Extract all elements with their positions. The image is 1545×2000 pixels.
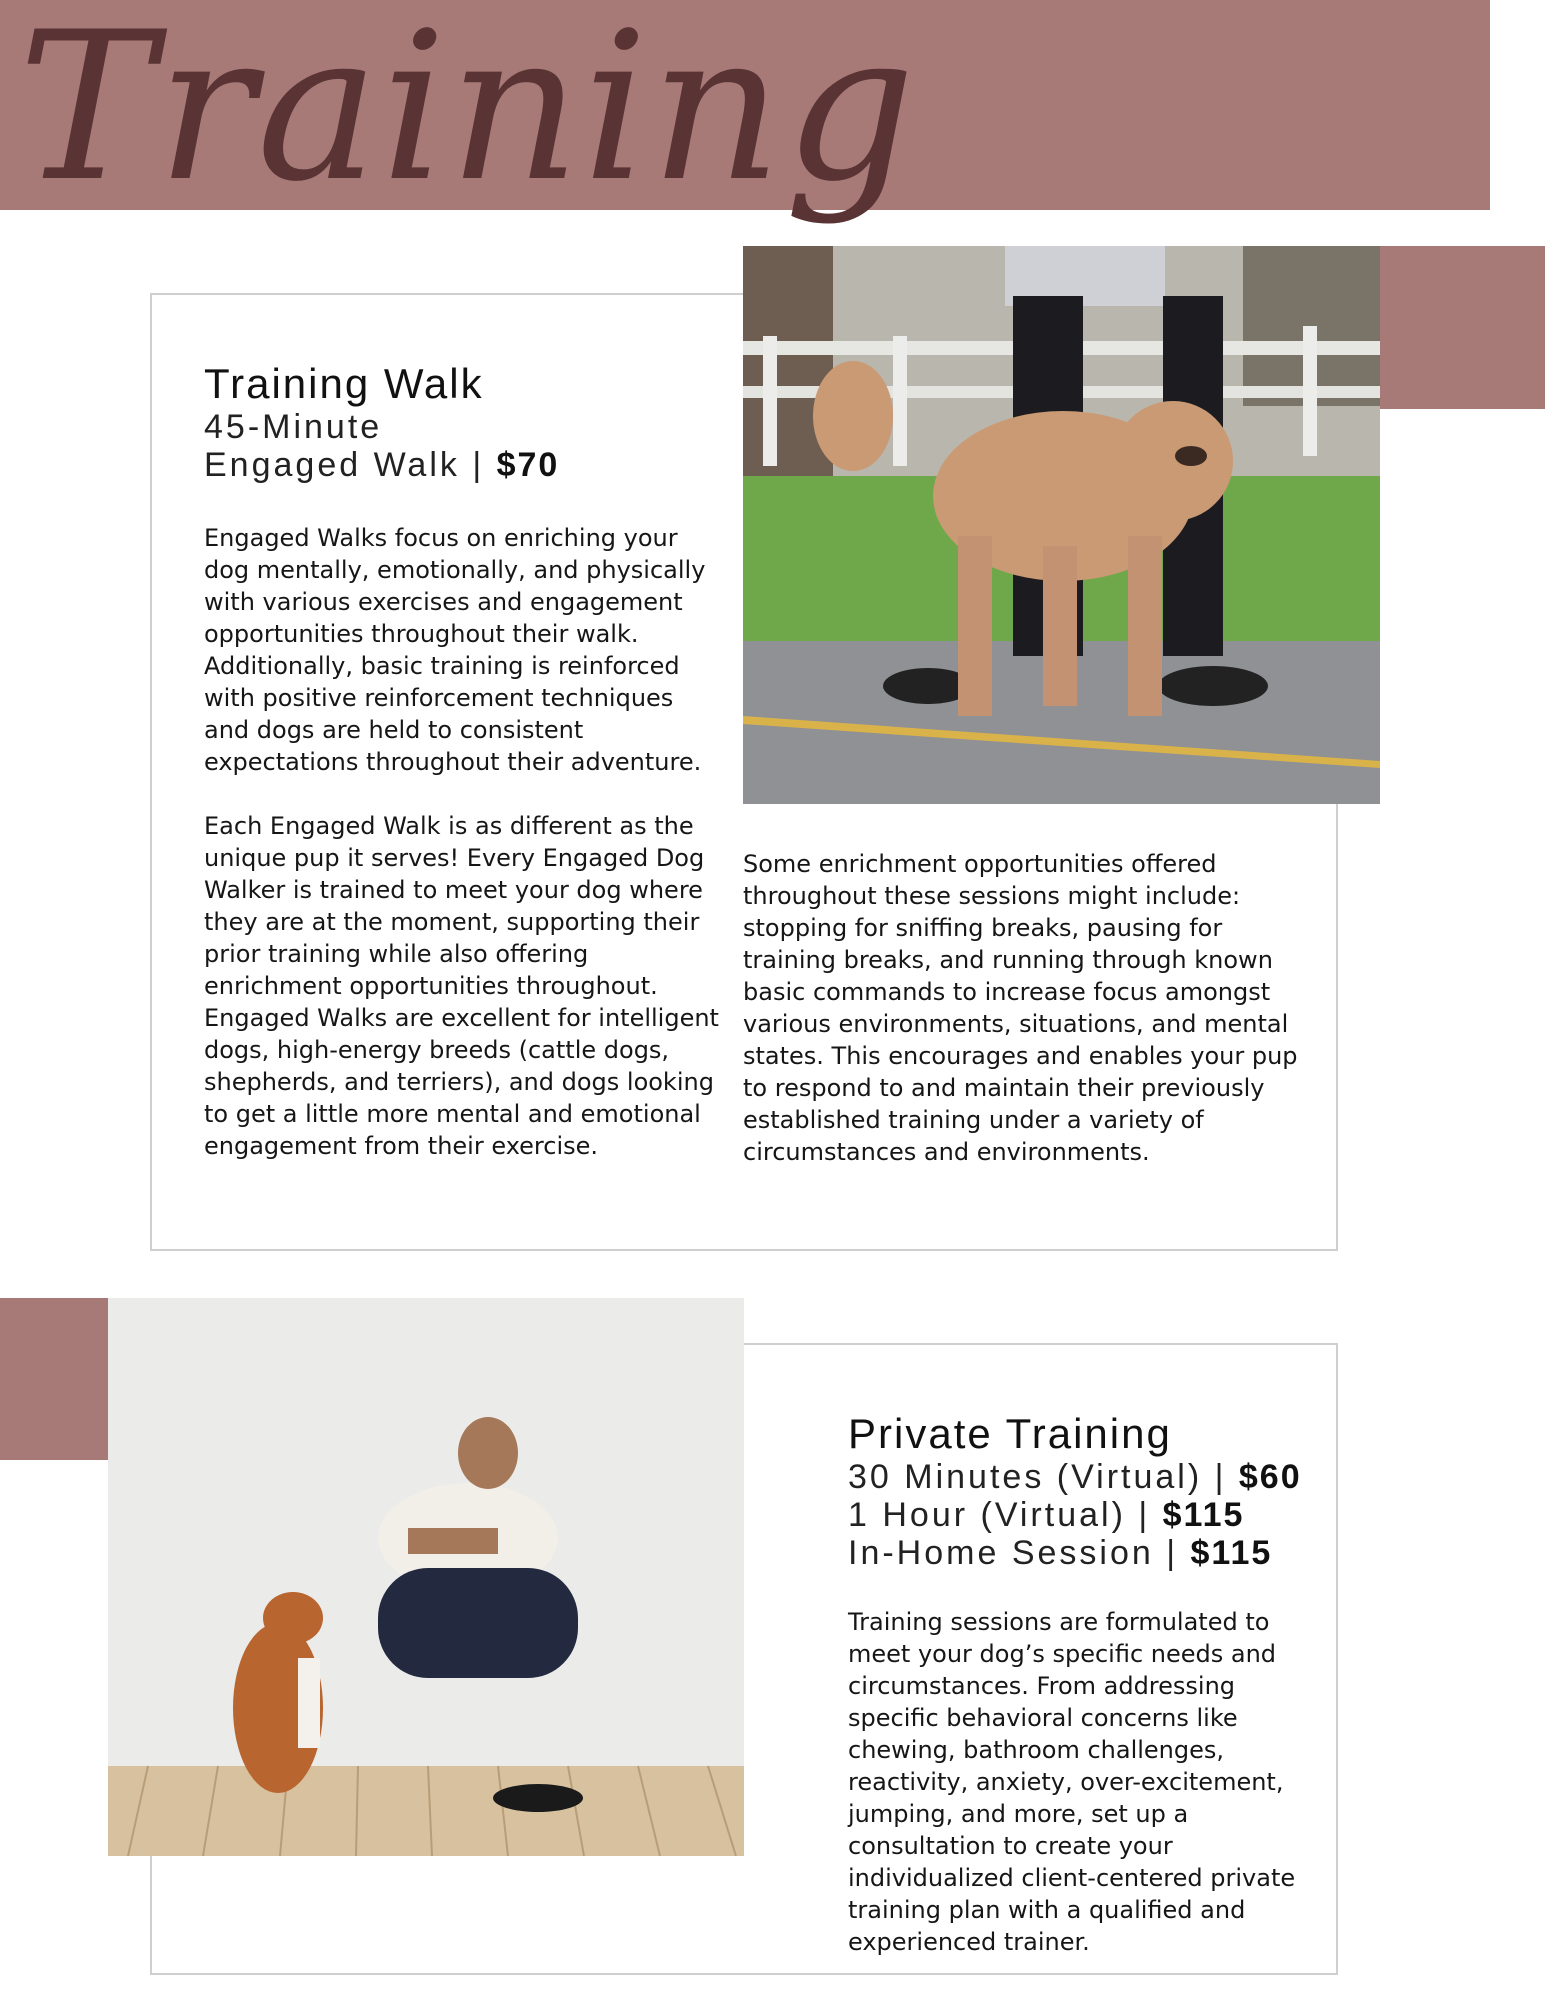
training-walk-type: Engaged Walk |	[204, 446, 497, 484]
walking-dog-photo	[743, 246, 1380, 804]
training-walk-paragraph-1: Engaged Walks focus on enriching your dog mentally, emotionally, and physically with various exercises and engagement opportunities throughout their walk. Additionally, basic training is reinforced with positive reinforcement techniques and dogs are held to consistent expectations throughout their adventure.	[204, 524, 706, 776]
private-option-label: In-Home Session |	[848, 1534, 1191, 1572]
private-option-label: 30 Minutes (Virtual) |	[848, 1458, 1239, 1496]
private-option-price: $115	[1190, 1534, 1273, 1572]
training-walk-heading	[204, 360, 744, 484]
private-training-heading	[848, 1410, 1328, 1572]
private-training-paragraph: Training sessions are formulated to meet your dog’s specific needs and circumstances. From addressing specific behavioral concerns like chewing, bathroom challenges, reactivity, anxiety, over-excitement, jumping, and more, set up a consultation to create your individualized client-centered private training plan with a qualified and experienced trainer.	[848, 1608, 1296, 1956]
training-walk-title: Training Walk	[204, 360, 484, 407]
private-training-title: Private Training	[848, 1410, 1172, 1457]
private-option-label: 1 Hour (Virtual) |	[848, 1496, 1163, 1534]
private-option-row	[848, 1534, 1328, 1572]
trainer-high-five-photo	[108, 1298, 744, 1856]
training-walk-paragraph-2: Each Engaged Walk is as different as the unique pup it serves! Every Engaged Dog Walker is trained to meet your dog where they are at the moment, supporting their prior training while also offering enrichment opportunities throughout. Engaged Walks are excellent for intelligent dogs, high-energy breeds (cattle dogs, shepherds, and terriers), and dogs looking to get a little more mental and emotional engagement from their exercise.	[204, 812, 719, 1160]
page-title: Training	[18, 0, 918, 227]
training-walk-column-right	[743, 848, 1313, 1168]
training-walk-price-line	[204, 446, 744, 484]
private-option-price: $115	[1162, 1496, 1245, 1534]
private-option-row	[848, 1458, 1328, 1496]
private-option-price: $60	[1238, 1458, 1302, 1496]
private-option-row	[848, 1496, 1328, 1534]
accent-block-top-right	[1380, 246, 1545, 409]
training-walk-column-left	[204, 522, 724, 1162]
training-walk-paragraph-3: Some enrichment opportunities offered throughout these sessions might include: stopping for sniffing breaks, pausing for training breaks, and running through known basic commands to increase focus amongst various environments, situations, and mental states. This encourages and enables your pup to respond to and maintain their previously established training under a variety of circumstances and environments.	[743, 850, 1298, 1166]
private-training-body	[848, 1606, 1324, 1958]
training-walk-duration: 45-Minute	[204, 408, 383, 446]
accent-block-left	[0, 1298, 108, 1460]
training-walk-price: $70	[496, 446, 560, 484]
